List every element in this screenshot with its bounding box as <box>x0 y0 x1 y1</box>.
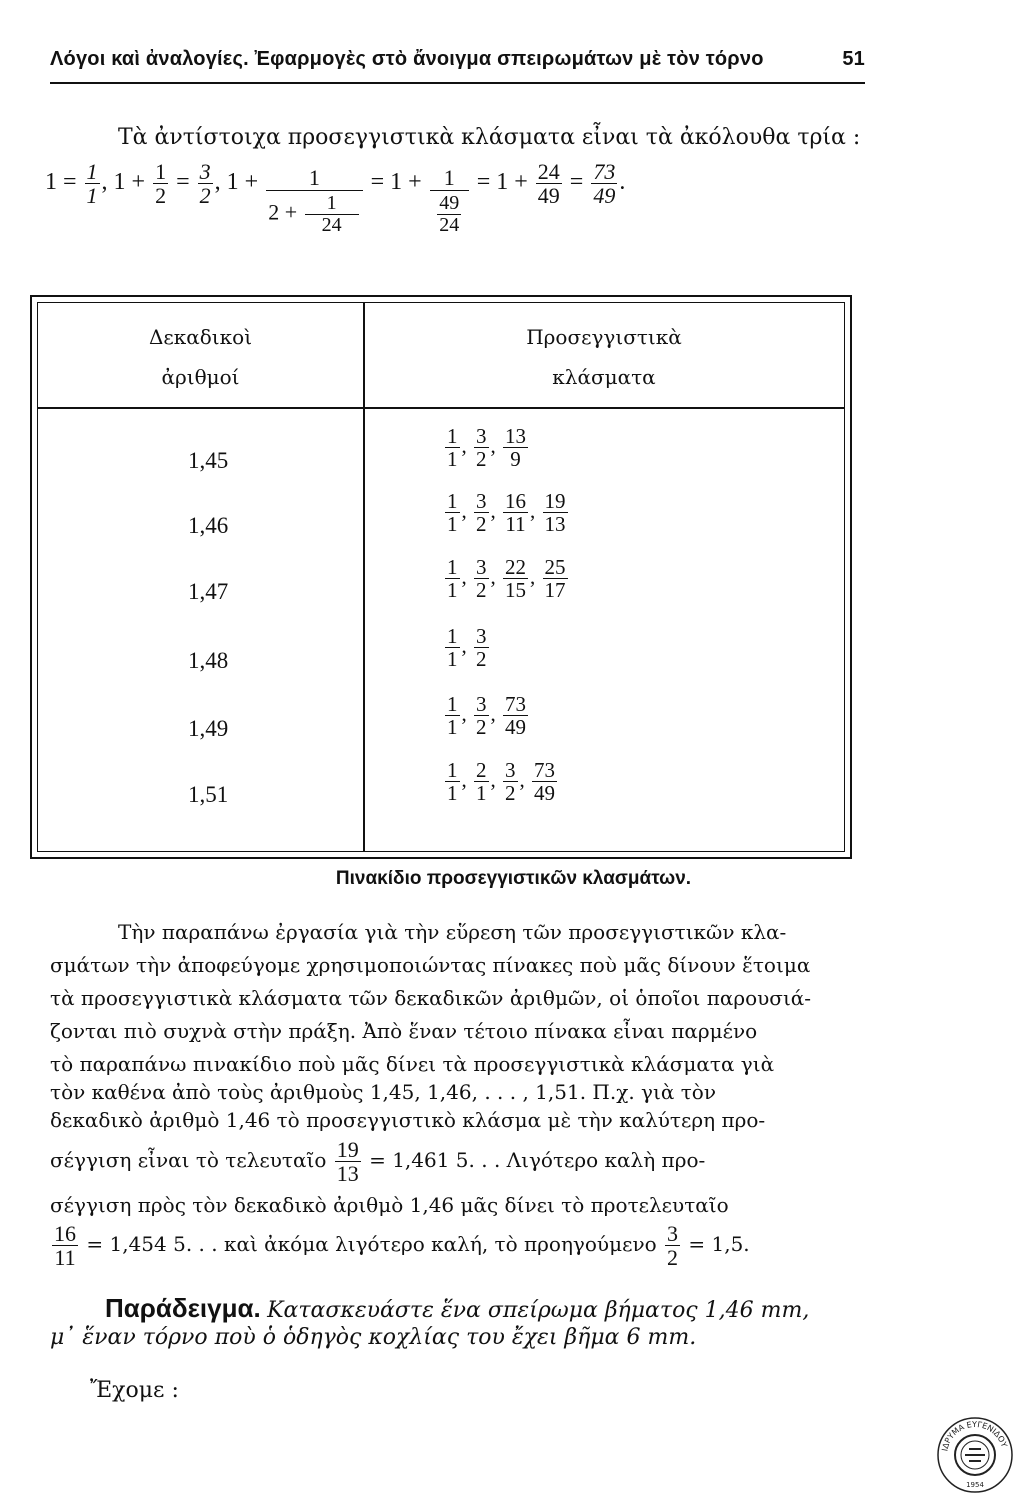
table-fraction: $\frac{73}{49}$ <box>505 692 526 740</box>
example-line-1 <box>105 1293 865 1324</box>
seal-text: ΙΔΡΥΜΑ ΕΥΓΕΝΙΔΟΥ <box>940 1419 1009 1452</box>
body-line-8: σέγγιση εἶναι τὸ τελευταῖο $\frac{19}{13}$ = 1,461 5. . . Λιγότερο καλὴ προ- <box>50 1137 706 1187</box>
body-line-10: $\frac{16}{11}$ = 1,454 5. . . καὶ ἀκόμα λιγότερο καλή, τὸ προηγούμενο $\frac{3}{2}$ = 1,5. <box>54 1221 750 1271</box>
col-header-decimals: Δεκαδικοὶ ἀριθμοί <box>148 325 253 389</box>
table-fractions: $\frac{1}{1}$ , $\frac{3}{2}$ , $\frac{22}{15}$ , $\frac{25}{17}$ <box>447 555 566 603</box>
table-fraction: $\frac{1}{1}$ <box>447 624 458 672</box>
example-text-2: μ᾽ ἕναν τόρνο ποὺ ὁ ὁδηγὸς κοχλίας του ἔχει βῆμα 6 mm. <box>50 1325 697 1350</box>
body-line-7: δεκαδικὸ ἀριθμὸ 1,46 τὸ προσεγγιστικὸ κλάσμα μὲ τὴν καλύτερη προ- <box>50 1108 766 1132</box>
header-title: Λόγοι καὶ ἀναλογίες. Ἐφαρμογὲς στὸ ἄνοιγμα σπειρωμάτων μὲ τὸν τόρνο <box>50 48 764 70</box>
table-caption: Πινακίδιο προσεγγιστικῶν κλασμάτων. <box>335 868 692 889</box>
table-fraction: $\frac{1}{1}$ <box>447 758 458 806</box>
table-fraction: $\frac{22}{15}$ <box>505 555 526 603</box>
eq-int-2: 1 <box>113 169 126 196</box>
frac-16-11: $\frac{16}{11}$ <box>54 1221 76 1271</box>
table-fractions: $\frac{1}{1}$ , $\frac{3}{2}$ , $\frac{16}{11}$ , $\frac{19}{13}$ <box>447 489 566 537</box>
table-fractions: $\frac{1}{1}$ , $\frac{2}{1}$ , $\frac{3}{2}$ , $\frac{73}{49}$ <box>447 758 555 806</box>
convergents-table <box>30 295 852 859</box>
seal-year: 1954 <box>966 1481 984 1489</box>
body-line-4: ζονται πιὸ συχνὰ στὴν πράξη. Ἀπὸ ἕναν τέτοιο πίνακα εἶναι παρμένο <box>50 1019 758 1043</box>
table-inner-frame <box>37 302 845 852</box>
body-line-1: Τὴν παραπάνω ἐργασία γιὰ τὴν εὕρεση τῶν προσεγγιστικῶν κλα- <box>118 920 787 944</box>
table-decimal: 1,49 <box>188 716 229 741</box>
frac-3-2: $\frac{3}{2}$ <box>667 1221 679 1271</box>
eq-continued-frac: 1 2 + $\frac{1}{24}$ <box>266 166 362 235</box>
table-fraction: $\frac{3}{2}$ <box>476 555 487 603</box>
table-fraction: $\frac{3}{2}$ <box>476 624 487 672</box>
body-line-9: σέγγιση πρὸς τὸν δεκαδικὸ ἀριθμὸ 1,46 μᾶς δίνει τὸ προτελευταῖο <box>50 1193 729 1217</box>
table-fraction: $\frac{1}{1}$ <box>447 489 458 537</box>
table-decimal: 1,45 <box>188 448 229 473</box>
table-fractions: $\frac{1}{1}$ , $\frac{3}{2}$ <box>447 624 487 672</box>
eq-lhs: 1 <box>45 169 57 196</box>
eq-frac-3: $\frac{3}{2}$ <box>199 159 211 209</box>
page-number: 51 <box>842 48 865 70</box>
example-text-1: Κατασκευάστε ἕνα σπείρωμα βήματος 1,46 mm, <box>267 1298 810 1323</box>
table-fraction: $\frac{1}{1}$ <box>447 424 458 472</box>
eq-int-3: 1 <box>226 169 239 196</box>
table-decimal: 1,47 <box>188 579 229 604</box>
table-fraction: $\frac{1}{1}$ <box>447 555 458 603</box>
eq-frac-1: $\frac{1}{1}$ <box>86 159 98 209</box>
table-fractions: $\frac{1}{1}$ , $\frac{3}{2}$ , $\frac{73}{49}$ <box>447 692 526 740</box>
table-fraction: $\frac{73}{49}$ <box>534 758 555 806</box>
header-rule <box>50 82 865 84</box>
table-fraction: $\frac{3}{2}$ <box>476 424 487 472</box>
example-title: Παράδειγμα. <box>105 1293 261 1323</box>
eq-int-4: 1 <box>390 169 403 196</box>
frac-19-13: $\frac{19}{13}$ <box>336 1137 359 1187</box>
table-header-divider <box>38 407 844 409</box>
eq-int-5: 1 <box>496 169 509 196</box>
convergents-equation: 1 = $\frac{1}{1}$ , 1 + $\frac{1}{2}$ = $\frac{3}{2}$ , 1 + 1 2 + $\frac{1}{24}$ = 1 + $\frac{1}{\frac{49}{24}}$ = 1 + $\frac{24}{49}$ = $\frac{73}{49}$ . <box>45 159 626 236</box>
table-fraction: $\frac{3}{2}$ <box>476 692 487 740</box>
table-decimal: 1,48 <box>188 648 229 673</box>
foundation-seal <box>935 1415 1015 1495</box>
body-line-3: τὰ προσεγγιστικὰ κλάσματα τῶν δεκαδικῶν ἀριθμῶν, οἱ ὁποῖοι παρουσιά- <box>50 986 812 1010</box>
table-fraction: $\frac{2}{1}$ <box>476 758 487 806</box>
table-fractions: $\frac{1}{1}$ , $\frac{3}{2}$ , $\frac{13}{9}$ <box>447 424 526 472</box>
table-fraction: $\frac{3}{2}$ <box>476 489 487 537</box>
table-fraction: $\frac{25}{17}$ <box>544 555 566 603</box>
table-fraction: $\frac{19}{13}$ <box>544 489 566 537</box>
table-decimal: 1,46 <box>188 513 229 538</box>
eq-frac-6: $\frac{73}{49}$ <box>593 159 616 209</box>
example-have: Ἔχομε : <box>90 1378 179 1403</box>
eq-frac-4: $\frac{1}{\frac{49}{24}}$ <box>430 166 469 235</box>
body-line-5: τὸ παραπάνω πινακίδιο ποὺ μᾶς δίνει τὰ προσεγγιστικὰ κλάσματα γιὰ <box>50 1052 775 1076</box>
running-header <box>50 48 865 71</box>
eq-frac-2: $\frac{1}{2}$ <box>155 159 167 209</box>
body-line-6: τὸν καθένα ἀπὸ τοὺς ἀριθμοὺς 1,45, 1,46, . . . , 1,51. Π.χ. γιὰ τὸν <box>50 1080 716 1104</box>
col-header-fractions: Προσεγγιστικὰ κλάσματα <box>526 325 682 389</box>
eq-frac-5: $\frac{24}{49}$ <box>537 159 560 209</box>
table-fraction: $\frac{13}{9}$ <box>505 424 526 472</box>
body-line-2: σμάτων τὴν ἀποφεύγομε χρησιμοποιώντας πίνακες ποὺ μᾶς δίνουν ἕτοιμα <box>50 953 811 977</box>
table-fraction: $\frac{3}{2}$ <box>505 758 516 806</box>
table-fraction: $\frac{16}{11}$ <box>505 489 526 537</box>
table-decimal: 1,51 <box>188 782 229 807</box>
table-fraction: $\frac{1}{1}$ <box>447 692 458 740</box>
intro-text: Τὰ ἀντίστοιχα προσεγγιστικὰ κλάσματα εἶναι τὰ ἀκόλουθα τρία : <box>118 125 861 150</box>
